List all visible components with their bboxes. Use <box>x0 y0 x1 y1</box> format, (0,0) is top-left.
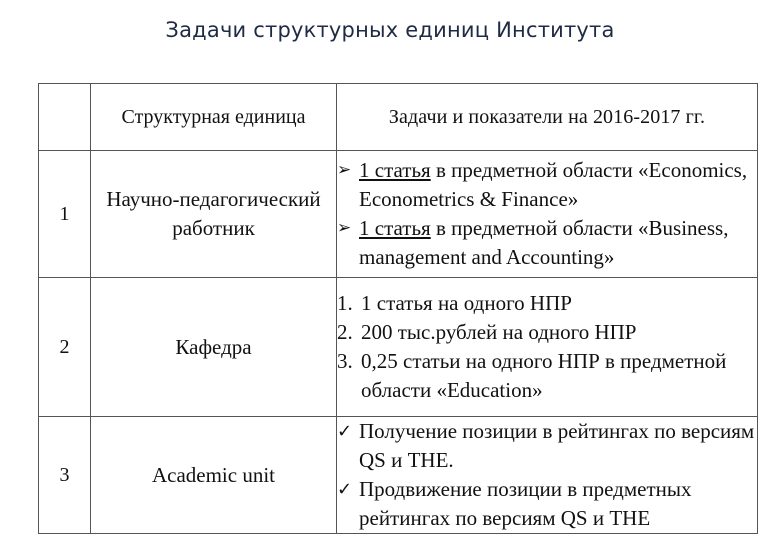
list-item <box>337 214 757 272</box>
row-unit: Научно-педагогический работник <box>91 151 337 278</box>
arrow-bullet-icon: ➢ <box>337 160 352 180</box>
item-text: 0,25 статьи на одного НПР в предметной области «Education» <box>361 349 727 402</box>
underlined-text: 1 статья <box>359 158 431 182</box>
row-unit: Кафедра <box>91 278 337 417</box>
list-number: 3. <box>337 349 353 373</box>
row-number: 3 <box>39 417 91 534</box>
row-unit: Academic unit <box>91 417 337 534</box>
checkmark-icon: ✓ <box>337 479 353 500</box>
row-tasks <box>337 417 758 534</box>
header-tasks: Задачи и показатели на 2016-2017 гг. <box>337 84 758 151</box>
item-text: 1 статья на одного НПР <box>361 291 572 315</box>
slide-title: Задачи структурных единиц Института <box>165 18 615 42</box>
header-row <box>39 84 758 151</box>
row-number: 2 <box>39 278 91 417</box>
list-item <box>337 318 757 347</box>
underlined-text: 1 статья <box>359 216 431 240</box>
header-number <box>39 84 91 151</box>
list-number: 2. <box>337 320 353 344</box>
table-row <box>39 417 758 534</box>
tasks-table <box>38 83 758 534</box>
list-item <box>337 347 757 405</box>
list-item <box>337 156 757 214</box>
row-tasks <box>337 151 758 278</box>
header-unit: Структурная единица <box>91 84 337 151</box>
item-text: Получение позиции в рейтингах по версиям QS и THE. <box>359 419 755 472</box>
checkmark-icon: ✓ <box>337 421 353 442</box>
list-item <box>337 289 757 318</box>
row-tasks <box>337 278 758 417</box>
list-number: 1. <box>337 291 353 315</box>
item-text: Продвижение позиции в предметных рейтингах по версиям QS и THE <box>359 477 692 530</box>
table-row <box>39 151 758 278</box>
item-text: 200 тыс.рублей на одного НПР <box>361 320 637 344</box>
row-number: 1 <box>39 151 91 278</box>
item-text: в предметной области «Economics, Econometrics & Finance» <box>359 158 748 211</box>
list-item <box>337 417 757 475</box>
arrow-bullet-icon: ➢ <box>337 218 352 238</box>
table-row <box>39 278 758 417</box>
item-text: в предметной области «Business, management and Accounting» <box>359 216 729 269</box>
list-item <box>337 475 757 533</box>
